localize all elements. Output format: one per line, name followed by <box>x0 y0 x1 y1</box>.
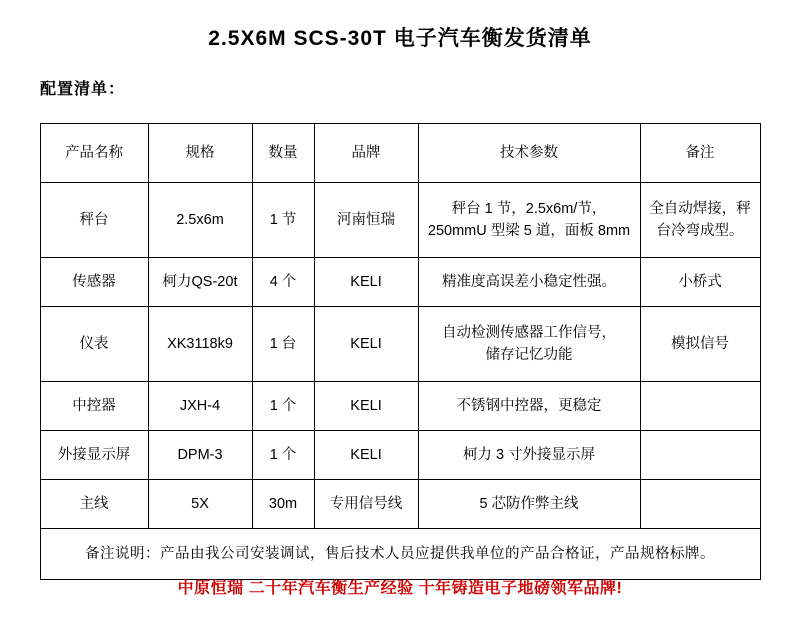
cell-brand: KELI <box>314 307 418 382</box>
table-row <box>40 431 760 480</box>
document-page <box>0 22 800 620</box>
header-quantity: 数量 <box>252 124 314 183</box>
cell-brand: KELI <box>314 431 418 480</box>
cell-brand: 专用信号线 <box>314 480 418 529</box>
tech-params-line: 自动检测传感器工作信号， <box>442 324 616 341</box>
cell-remark: 小桥式 <box>640 258 760 307</box>
tech-params-line: 秤台 1 节，2.5x6m/节， <box>451 200 607 217</box>
cell-tech-params <box>418 307 640 382</box>
table-row <box>40 307 760 382</box>
table-row <box>40 183 760 258</box>
table-note-row <box>40 529 760 580</box>
tech-params-line: 250mmU 型梁 5 道，面板 8mm <box>427 223 631 239</box>
header-product-name: 产品名称 <box>40 124 148 183</box>
cell-spec: 柯力QS-20t <box>148 258 252 307</box>
header-tech-params: 技术参数 <box>418 124 640 183</box>
cell-tech-params: 不锈钢中控器，更稳定 <box>418 382 640 431</box>
cell-remark <box>640 431 760 480</box>
cell-remark <box>640 382 760 431</box>
cell-remark: 模拟信号 <box>640 307 760 382</box>
header-remark: 备注 <box>640 124 760 183</box>
cell-product-name: 仪表 <box>40 307 148 382</box>
table-body <box>40 183 760 580</box>
config-list-label: 配置清单： <box>40 81 126 98</box>
cell-brand: KELI <box>314 382 418 431</box>
table-header <box>40 124 760 183</box>
cell-quantity: 1 个 <box>252 382 314 431</box>
cell-quantity: 1 台 <box>252 307 314 382</box>
cell-spec: XK3118k9 <box>148 307 252 382</box>
cell-remark <box>640 183 760 258</box>
cell-spec: JXH-4 <box>148 382 252 431</box>
cell-tech-params: 精准度高误差小稳定性强。 <box>418 258 640 307</box>
page-title: 2.5X6M SCS-30T 电子汽车衡发货清单 <box>208 27 592 50</box>
cell-brand: KELI <box>314 258 418 307</box>
spec-table <box>40 123 761 580</box>
header-brand: 品牌 <box>314 124 418 183</box>
footer-slogan: 中原恒瑞 二十年汽车衡生产经验 十年铸造电子地磅领军品牌! <box>177 580 623 597</box>
cell-brand: 河南恒瑞 <box>314 183 418 258</box>
cell-quantity: 4 个 <box>252 258 314 307</box>
cell-product-name: 主线 <box>40 480 148 529</box>
cell-tech-params: 5 芯防作弊主线 <box>418 480 640 529</box>
table-header-row <box>40 124 760 183</box>
cell-tech-params <box>418 183 640 258</box>
cell-quantity: 30m <box>252 480 314 529</box>
table-note: 备注说明：产品由我公司安装调试，售后技术人员应提供我单位的产品合格证，产品规格标牌。 <box>40 529 760 580</box>
cell-spec: 2.5x6m <box>148 183 252 258</box>
table-row <box>40 480 760 529</box>
header-spec: 规格 <box>148 124 252 183</box>
remark-line: 台冷弯成型。 <box>656 223 744 239</box>
cell-remark <box>640 480 760 529</box>
cell-quantity: 1 个 <box>252 431 314 480</box>
remark-line: 全自动焊接，秤 <box>649 200 751 217</box>
cell-quantity: 1 节 <box>252 183 314 258</box>
cell-spec: 5X <box>148 480 252 529</box>
cell-product-name: 中控器 <box>40 382 148 431</box>
table-row <box>40 258 760 307</box>
cell-tech-params: 柯力 3 寸外接显示屏 <box>418 431 640 480</box>
cell-product-name: 秤台 <box>40 183 148 258</box>
tech-params-line: 储存记忆功能 <box>485 347 573 363</box>
table-row <box>40 382 760 431</box>
cell-spec: DPM-3 <box>148 431 252 480</box>
cell-product-name: 传感器 <box>40 258 148 307</box>
cell-product-name: 外接显示屏 <box>40 431 148 480</box>
